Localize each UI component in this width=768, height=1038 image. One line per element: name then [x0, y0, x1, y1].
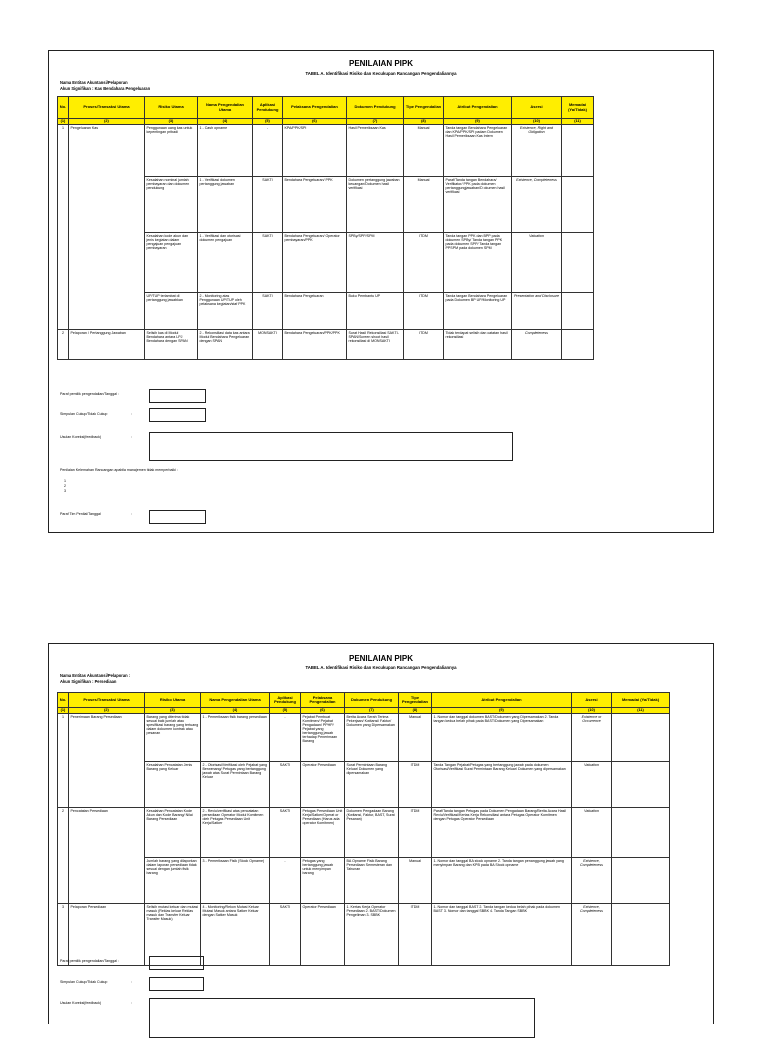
doc-cell: Dokumen pertanggung jawaban keuangan/Dokumen hasil verifikasi	[347, 177, 404, 233]
adequate-cell	[562, 177, 594, 233]
column-number: (11)	[562, 119, 594, 125]
simpulan-colon: :	[131, 412, 132, 416]
entity-label: Nama Entitas Akuntansi/Pelaporan :	[60, 673, 131, 678]
table-row	[58, 808, 670, 858]
assertion-cell: Existence, Completeness	[512, 177, 562, 233]
assertion-cell: Valuation	[572, 762, 612, 808]
control-cell: 2 - Rekonsiliasi data kas antara Modul Bendahara Pengeluaran dengan SPAN	[198, 330, 253, 360]
adequate-cell	[562, 233, 594, 293]
table-header-row	[58, 97, 594, 119]
column-number: (2)	[69, 119, 145, 125]
control-cell: 2 - Monitoring atas Penggunaan UP/TUP oleh pelaksana kegiatan/staf PPK	[198, 293, 253, 330]
executor-cell: Bendahara Pengeluaran/ PPK	[283, 177, 347, 233]
app-cell: MONSAKTI	[253, 330, 283, 360]
column-header: Dokumen Pendukung	[345, 693, 399, 708]
tim-label: Paraf Tim Penilai/Tanggal	[60, 512, 101, 516]
column-number: (7)	[345, 708, 399, 714]
adequate-cell	[612, 808, 670, 858]
column-header: Asersi	[512, 97, 562, 119]
column-header: No.	[58, 97, 69, 119]
list-item: 3	[64, 489, 66, 493]
attribute-cell: Paraf/Tanda tangan Bendahara/ Verifikator/ PPK pada dokumen pertanggungjawaban/D okumen hasil verifikasi	[444, 177, 512, 233]
app-cell: -	[270, 858, 301, 904]
column-number: (4)	[201, 708, 270, 714]
type-cell: ITDM	[399, 904, 432, 966]
control-cell: 1 - Pemeriksaan fisik barang persediaan	[201, 714, 270, 762]
assertion-cell: Completeness	[512, 330, 562, 360]
control-cell: 1 - Verifikasi dokumen pertanggung jawaban	[198, 177, 253, 233]
column-header: Pelaksana Pengendalian	[301, 693, 345, 708]
list-item: 1	[64, 479, 66, 483]
assertion-cell: Valuation	[572, 808, 612, 858]
control-cell: 2 - Otorisasi/Verifikasi oleh Pejabat yang Berwenang/ Petugas yang bertanggung jawab atas Surat Permintaan Barang Keluar	[201, 762, 270, 808]
usulan-colon: :	[131, 1001, 132, 1005]
pipk-form-persediaan	[48, 643, 714, 1024]
risk-cell: Selisih mutasi keluar dan mutasi masuk (Reklas keluar Reklas masuk dan Transfer Keluar Transfer Masuk)	[145, 904, 201, 966]
app-cell: SAKTI	[253, 177, 283, 233]
attribute-cell: 1. Nomor dan tanggal dokumen BAST/Dokumen yang Dipersamakan 2. Tanda tangan kedua belah pihak pada BAST/Dokumen yang Dipersamakan	[432, 714, 572, 762]
column-number: (5)	[253, 119, 283, 125]
doc-cell: Berita Acara Serah Terima Pekerjaan/ Kwitansi/ Faktur/ Dokumen yang Dipersamakan	[345, 714, 399, 762]
usulan-field[interactable]	[149, 432, 513, 461]
app-cell: SAKTI	[253, 293, 283, 330]
doc-cell: Surat Permintaan Barang Keluar/ Dokumen yang dipersamakan	[345, 762, 399, 808]
type-cell: ITDM	[404, 293, 444, 330]
weakness-list	[64, 479, 66, 494]
column-header: Proses/Transaksi Utama	[69, 693, 145, 708]
paraf-field[interactable]	[149, 389, 206, 403]
adequate-cell	[562, 293, 594, 330]
adequate-cell	[562, 330, 594, 360]
simpulan-field[interactable]	[149, 408, 206, 422]
assertion-cell: Existence, Right and Obligation	[512, 125, 562, 177]
process-cell: Pelaporan Persediaan	[69, 904, 145, 966]
usulan-label: Usulan Koreksi(feedback)	[60, 435, 102, 439]
table-subtitle: TABEL A. Identifikasi Risiko dan Kecukupan Rancangan Pengendaliannya	[305, 665, 457, 670]
control-cell: 2 - Reviu/verifikasi atas pencatatan persediaan Operator Modul Komitmen oleh Petugas Persediaan Unit Kerja/Satker	[201, 808, 270, 858]
column-header: No.	[58, 693, 69, 708]
column-number: (9)	[444, 119, 512, 125]
assertion-cell: Valuation	[512, 233, 562, 293]
row-number-cell: 1	[58, 714, 69, 808]
executor-cell: Pejabat Pembuat Komitmen/ Pejabat Pengadaan/ PPHP/ Pejabat yang bertanggung jawab terhadap Penerimaan Barang	[301, 714, 345, 762]
adequate-cell	[612, 714, 670, 762]
attribute-cell: Tanda tangan Bendahara Pengeluaran pada Dokumen BP UP/Monitoring UP	[444, 293, 512, 330]
process-cell: Pencatatan Persediaan	[69, 808, 145, 904]
table-row	[58, 858, 670, 904]
process-cell: Pelaporan / Pertanggung Jawaban	[69, 330, 145, 360]
attribute-cell: Tidak terdapat selisih dan catatan hasil rekonsiliasi	[444, 330, 512, 360]
executor-cell: Bendahara Pengeluaran/PPK/PPK	[283, 330, 347, 360]
table-row	[58, 714, 670, 762]
app-cell: SAKTI	[253, 233, 283, 293]
row-number-cell: 1	[58, 125, 69, 330]
column-header: Aplikasi Pendukung	[253, 97, 283, 119]
column-number: (6)	[283, 119, 347, 125]
column-number: (6)	[301, 708, 345, 714]
doc-cell: Buku Pembantu UP	[347, 293, 404, 330]
adequate-cell	[612, 904, 670, 966]
executor-cell: KPA/PPK/SPI	[283, 125, 347, 177]
doc-cell: Dokumen Pengadaan Barang (Kwitansi, Faktur, BAST, Surat Pesanan)	[345, 808, 399, 858]
column-number: (4)	[198, 119, 253, 125]
risk-cell: Penggunaan uang kas untuk kepentingan pribadi	[145, 125, 198, 177]
risk-cell: Kesalahan Pencatatan Jenis Barang yang Keluar	[145, 762, 201, 808]
usulan-colon: :	[131, 435, 132, 439]
entity-label: Nama Entitas Akuntansi/Pelaporan	[60, 80, 128, 85]
column-header: Pelaksana Pengendalian	[283, 97, 347, 119]
paraf-label: Paraf pemilik pengendalian/Tanggal :	[60, 392, 119, 396]
type-cell: Manual	[399, 714, 432, 762]
column-number: (3)	[145, 119, 198, 125]
table-row	[58, 762, 670, 808]
process-cell: Penerimaan Barang Persediaan	[69, 714, 145, 808]
app-cell: -	[270, 714, 301, 762]
control-cell: 1 - Cash opname	[198, 125, 253, 177]
risk-control-table	[57, 692, 670, 966]
risk-cell: Selisih kas di Modul Bendahara antara LPJ Bendahara dengan SPAN	[145, 330, 198, 360]
doc-cell: SPBy/SPP/SPM	[347, 233, 404, 293]
column-header: Risiko Utama	[145, 97, 198, 119]
simpulan-label: Simpulan Cukup/Tidak Cukup	[60, 412, 108, 416]
executor-cell: Petugas Persediaan Unit Kerja/Satker/Operat or Persediaan (Harus ada operator Komitmen)	[301, 808, 345, 858]
column-number: (1)	[58, 708, 69, 714]
pipk-form-kas	[48, 50, 714, 533]
column-header: Aplikasi Pendukung	[270, 693, 301, 708]
column-number: (7)	[347, 119, 404, 125]
control-cell: 4 - Monitoring/Rekon Mutasi Keluar Mutasi Masuk antara Satker Keluar dengan Satker Masuk	[201, 904, 270, 966]
column-number: (9)	[432, 708, 572, 714]
simpulan-field[interactable]	[149, 977, 204, 991]
column-number: (3)	[145, 708, 201, 714]
column-number: (10)	[572, 708, 612, 714]
column-header: Atribut Pengendalian	[444, 97, 512, 119]
tim-field[interactable]	[149, 510, 206, 524]
risk-control-table	[57, 96, 594, 360]
column-header: Tipe Pengendalian	[404, 97, 444, 119]
table-row	[58, 330, 594, 360]
executor-cell: Operator Persediaan	[301, 904, 345, 966]
attribute-cell: Tanda tangan PPK dan BPP pada dokumen SPBy/ Tanda tangan PPK pada dokumen SPP/ Tanda tangan PPSPM pada dokumen SPM	[444, 233, 512, 293]
list-item: 2	[64, 484, 66, 488]
row-number-cell: 2	[58, 330, 69, 360]
control-cell: 3 - Pemeriksaan Fisik (Stock Opname)	[201, 858, 270, 904]
column-number: (1)	[58, 119, 69, 125]
simpulan-label: Simpulan Cukup/Tidak Cukup	[60, 980, 108, 984]
executor-cell: Bendahara Pengeluaran/ Operator pembayaran/PPK	[283, 233, 347, 293]
app-cell: -	[253, 125, 283, 177]
account-label: Akun Signifikan : Persediaan	[60, 679, 117, 684]
executor-cell: Bendahara Pengeluaran	[283, 293, 347, 330]
attribute-cell: Tanda tangan Bendahara Pengeluaran dan KPA/PPK/SPI padam Dokumen Hasil Pemeriksaan Kas Intern	[444, 125, 512, 177]
column-number: (10)	[512, 119, 562, 125]
risk-cell: UP/TUP terlambat di pertanggung jawabkan	[145, 293, 198, 330]
process-cell: Pengeluaran Kas	[69, 125, 145, 330]
simpulan-colon: :	[131, 980, 132, 984]
type-cell: Manual	[399, 858, 432, 904]
tim-colon: :	[131, 512, 132, 516]
app-cell: SAKTI	[270, 808, 301, 858]
risk-cell: Kesalahan nominal jumlah pembayaran dan dokumen pendukung	[145, 177, 198, 233]
column-header: Tipe Pengendalian	[399, 693, 432, 708]
column-number: (8)	[399, 708, 432, 714]
column-header: Proses/Transaksi Utama	[69, 97, 145, 119]
column-number: (5)	[270, 708, 301, 714]
control-cell: 1 - Verifikasi dan otorisasi dokumen pengajuan	[198, 233, 253, 293]
type-cell: Manual	[404, 125, 444, 177]
table-header-row	[58, 693, 670, 708]
attribute-cell: Paraf/Tanda tangan Petugas pada Dokumen Pengadaan Barang/Berita Acara Hasil Reviu/Verifikasi/Kertas Kerja Rekonsiliasi antara Petugas Operator Komitmen dengan Petugas Operator Persediaan	[432, 808, 572, 858]
table-row	[58, 125, 594, 177]
doc-cell: BA Opname Fisik Barang Persediaan Semesteran dan Tahunan	[345, 858, 399, 904]
risk-cell: Kesalahan Pencatatan Kode Akun dan Kode Barang/ Nilai Barang Persediaan	[145, 808, 201, 858]
risk-cell: Kesalahan kode akun dan jenis kegiatan dalam pengajuan pengajuan pembayaran	[145, 233, 198, 293]
column-header: Memadai (Ya/Tidak)	[612, 693, 670, 708]
column-header: Asersi	[572, 693, 612, 708]
assertion-cell: Existence, Completeness	[572, 858, 612, 904]
column-header: Dokumen Pendukung	[347, 97, 404, 119]
column-header: Atribut Pengendalian	[432, 693, 572, 708]
attribute-cell: 1. Nomor dan tanggal BAST 2. Tanda tangan kedua belah pihak pada dokumen BAST 3. Nomor dan tanggal SBBK 4. Tanda Tangan SBBK	[432, 904, 572, 966]
adequate-cell	[612, 762, 670, 808]
doc-cell: Hasil Pemeriksaan Kas	[347, 125, 404, 177]
risk-cell: Jumlah barang yang dilaporkan dalam laporan persediaan tidak sesuai dengan jumlah fisik barang	[145, 858, 201, 904]
column-header: Risiko Utama	[145, 693, 201, 708]
type-cell: ITDM	[404, 330, 444, 360]
row-number-cell: 2	[58, 808, 69, 904]
attribute-cell: Tanda Tangan Pejabat/Petugas yang bertanggung jawab pada dokumen Otorisasi/Verifikasi Surat Permintaan Barang Keluar/ Dokumen yang dipersamakan	[432, 762, 572, 808]
column-number: (8)	[404, 119, 444, 125]
executor-cell: Petugas yang bertanggung jawab untuk menyimpan barang	[301, 858, 345, 904]
column-number: (11)	[612, 708, 670, 714]
column-header: Nama Pengendalian Utama	[201, 693, 270, 708]
app-cell: SAKTI	[270, 762, 301, 808]
paraf-label: Paraf pemilik pengendalian/Tanggal :	[60, 959, 119, 963]
type-cell: ITDM	[399, 762, 432, 808]
doc-cell: 1. Kertas Kerja Operator Persediaan 2. BAST/Dokumen Pengeliman 3. SBBK	[345, 904, 399, 966]
page-title: PENILAIAN PIPK	[348, 654, 413, 663]
assertion-cell: Presentation and Disclosure	[512, 293, 562, 330]
type-cell: Manual	[404, 177, 444, 233]
risk-cell: Barang yang diterima tidak sesuai baik jumlah atau spesifikasi barang yang tertuang dalam dokumen kontrak atau pesanan	[145, 714, 201, 762]
assertion-cell: Existence, Completeness	[572, 904, 612, 966]
column-number: (2)	[69, 708, 145, 714]
app-cell: SAKTI	[270, 904, 301, 966]
row-number-cell: 3	[58, 904, 69, 966]
paraf-field[interactable]	[149, 956, 204, 970]
usulan-label: Usulan Koreksi(feedback)	[60, 1001, 102, 1005]
account-label: Akun Signifikan : Kas Bendahara Pengeluaran	[60, 86, 151, 91]
usulan-field[interactable]	[149, 998, 535, 1038]
penilaian-label: Penilaian Kelemahan Rancangan apabila manajemen tidak memperbaiki :	[60, 468, 178, 472]
doc-cell: Surat Hasil Rekonsiliasi SAKTI-SPAN/Screen shoot hasil rekonsiliasi di MONSAKTI	[347, 330, 404, 360]
page-title: PENILAIAN PIPK	[348, 59, 413, 68]
executor-cell: Operator Persediaan	[301, 762, 345, 808]
type-cell: ITDM	[404, 233, 444, 293]
attribute-cell: 1. Nomor dan tanggal BA stock opname 2. Tanda tangan penanggung jawab yang menyimpan Barang dan KPB pada BA Stock opname	[432, 858, 572, 904]
adequate-cell	[612, 858, 670, 904]
type-cell: ITDM	[399, 808, 432, 858]
adequate-cell	[562, 125, 594, 177]
table-subtitle: TABEL A. Identifikasi Risiko dan Kecukupan Rancangan Pengendaliannya	[305, 71, 457, 76]
assertion-cell: Existence or Occurrence	[572, 714, 612, 762]
column-header: Memadai (Ya/Tidak)	[562, 97, 594, 119]
column-header: Nama Pengendalian Utama	[198, 97, 253, 119]
